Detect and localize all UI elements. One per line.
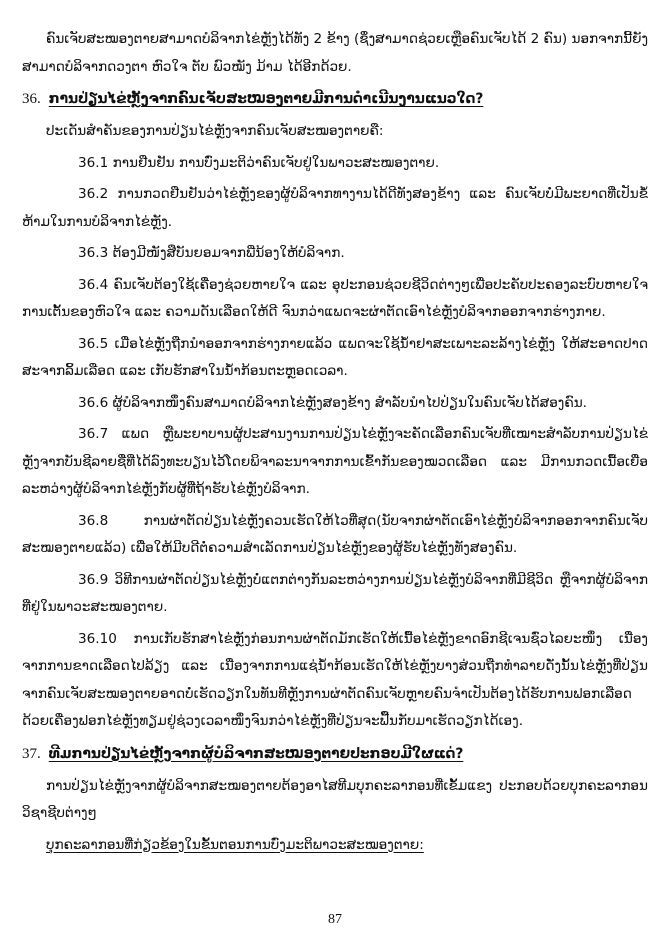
item-36-4: 36.4 ຄົນເຈັບຕ້ອງໃຊ້ເຄື່ອງຊ່ວຍຫາຍໃຈ ແລະ ອຸປະກອນຊ່ວຍຊີວິດຕ່າງໆເພື່ອປະຄັບປະຄອງລະບົບຫາຍໃຈການເຕັ້ນຂອງຫົວໃຈ ແລະ ຄວາມດັນເລືອດໃຫ້ດີ ຈົນກວ່າແພດຈະຜ່າຕັດເອົາໄຂ່ຫຼັງບໍລິຈາກອອກຈາກຮ່າງກາຍ. [22, 276, 648, 320]
intro-paragraph: ຄົນເຈັບສະໝອງຕາຍສາມາດບໍລິຈາກໄຂ່ຫຼັງໄດ້ທັງ 2 ຂ້າງ (ຊຶ່ງສາມາດຊ່ວຍເຫຼືອຄົນເຈັບໄດ້ 2 ຄົນ) ນອກຈາກນີ້ຍັງສາມາດບໍລິຈາກດວງຕາ ຫົວໃຈ ຕັບ ພົວໝັງ ມ້າມ ໄດ້ອີກດ້ວຍ. [22, 31, 648, 75]
page-number: 87 [328, 912, 342, 927]
section-37-lead: ການປ່ຽນໄຂ່ຫຼັງຈາກຜູ້ບໍລິຈາກສະໝອງຕາຍຕ້ອງອາໄສທີມບຸກຄະລາກອນທີ່ເຂັ້ມແຂງ ປະກອບດ້ວຍບຸກຄະລາກອນວິຊາຊີບຕ່າງໆ [22, 777, 648, 821]
item-36-6: 36.6 ຜູ້ບໍລິຈາກໜຶ່ງຄົນສາມາດບໍລິຈາກໄຂ່ຫຼັງສອງຂ້າງ ສໍາລັບນໍາໄປປ່ຽນໃນຄົນເຈັບໄດ້ສອງຄົນ. [78, 394, 587, 411]
section-37-number: 37. [22, 745, 41, 762]
section-36-lead: ປະເດັນສໍາຄັນຂອງການປ່ຽນໄຂ່ຫຼັງຈາກຄົນເຈັບສະໝອງຕາຍຄື: [46, 123, 384, 139]
item-36-9: 36.9 ວິທີການຜ່າຕັດປ່ຽນໄຂ່ຫຼັງບໍ່ແຕກຕ່າງກັນລະຫວ່າງການປ່ຽນໄຂ່ຫຼັງບໍລິຈາກທີ່ມີຊີວິດ ຫຼືຈາກຜູ້ບໍລິຈາກທີ່ຢູ່ໃນພາວະສະໝອງຕາຍ. [22, 571, 648, 615]
section-37-heading [22, 740, 648, 768]
item-36-2: 36.2 ການກວດຢືນຢັນວ່າໄຂ່ຫຼັງຂອງຜູ້ບໍລິຈາກທາງານໄດ້ດີທັງສອງຂ້າງ ແລະ ຄົນເຈັບບໍ່ມີພະຍາດທີ່ເປັນຂໍ້ຫ້າມໃນການບໍລິຈາກໄຂ່ຫຼັງ. [22, 186, 648, 230]
section-37-subheading-text: ບຸກຄະລາກອນທີ່ກ່ຽວຂ້ອງໃນຂັ້ນຕອນການບົ່ງມະຕິພາວະສະໝອງຕາຍ: [46, 836, 424, 853]
section-37-subheading [22, 832, 648, 860]
section-36-heading [22, 85, 648, 113]
item-36-3: 36.3 ຕ້ອງມີໜັງສືບັນຍອມຈາກພີ່ນ້ອງໃຫ້ບໍລິຈາກ. [78, 245, 345, 261]
item-36-5: 36.5 ເມື່ອໄຂ່ຫຼັງຖືກນໍາອອກຈາກຮ່າງກາຍແລ້ວ ແພດຈະໃຊ້ນ້ຳຢາສະເພາະລະລ້າງໄຂ່ຫຼັງ ໃຫ້ສະອາດປາດສະຈາກລິ້ມເລືອດ ແລະ ເກັບຮັກສາໃນນໍ້າກ້ອນຕະຫຼອດເວລາ. [22, 335, 648, 379]
item-36-1: 36.1 ການຢືນຢັນ ການບົ່ງມະຕິວ່າຄົນເຈັບຢູ່ໃນພາວະສະໝອງຕາຍ. [78, 154, 440, 171]
section-37-title: ທີມການປ່ຽນໄຂ່ຫຼັງຈາກຜູ້ບໍລິຈາກສະໝອງຕາຍປະກອບມີໃຜແດ່? [48, 745, 464, 762]
section-36-title: ການປ່ຽນໄຂ່ຫຼັງຈາກຄົນເຈັບສະໝອງຕາຍມີການດໍາເນີນງານແນວໃດ? [48, 91, 484, 107]
item-36-7: 36.7 ແພດ ຫຼືພະຍາບານຜູ້ປະສານງານການປ່ຽນໄຂ່ຫຼັງຈະຄັດເລືອກຄົນເຈັບທີ່ເໝາະສໍາລັບການປ່ຽນໄຂ່ຫຼັງຈາກບັນຊີລາຍຊື່ທີ່ໄດ້ລົງທະບຽນໄວ້ໂດຍພິຈາລະນາຈາກການເຂົ້າກັນຂອງໝວດເລືອດ ແລະ ມີການກວດເນື້ອເຍື່ອລະຫວ່າງຜູ້ບໍລິຈາກໄຂ່ຫຼັງກັບຜູ້ທີ່ຖ້າຮັບໄຂ່ຫຼັງບໍລິຈາກ. [22, 426, 648, 497]
item-36-10: 36.10 ການເກັບຮັກສາໄຂ່ຫຼັງກ່ອນການຜ່າຕັດມັກເຮັດໃຫ້ເນື້ອໄຂ່ຫຼັງຂາດອົກຊີເຈນຊົ່ວໄລຍະໜຶ່ງ ເນື່ອງຈາກການຂາດເລືອດໄປລ້ຽງ ແລະ ເນື່ອງຈາກການແຊ່ນໍ້າກ້ອນເຮັດໃຫ້ໄຂ່ຫຼັງບາງສ່ວນຖືກທໍາລາຍດັ່ງນັ້ນໄຂ່ຫຼັງທີ່ປ່ຽນຈາກຄົນເຈັບສະໝອງຕາຍອາດບໍ່ເຮັດວຽກໃນທັນທີຫຼັງການຜ່າຕັດຄົນເຈັບຫຼາຍຄົນຈໍາເປັນຕ້ອງໄດ້ຮັບການຟອກເລືອດດ້ວຍເຄື່ອງຟອກໄຂ່ຫຼັງທຽມຢູ່ຊ່ວງເວລາໜຶ່ງຈົນກວ່າໄຂ່ຫຼັງທີ່ປ່ຽນຈະຟື້ນກັບມາເຮັດວຽກໄດ້ເອງ. [22, 630, 648, 729]
section-36-number: 36. [22, 91, 41, 107]
item-36-8: 36.8 ການຜ່າຕັດປ່ຽນໄຂ່ຫຼັງຄວນເຮັດໃຫ້ໄວທີ່ສຸດ(ນັບຈາກຜ່າຕັດເອົາໄຂ່ຫຼັງບໍລິຈາກອອກຈາກຄົນເຈັບສະໝອງຕາຍແລ້ວ) ເພື່ອໃຫ້ມີບດີຕໍ່ຄວາມສໍາເລັດການປ່ຽນໄຂ່ຫຼັງຂອງຜູ້ຮັບໄຂ່ຫຼັງທັງສອງຄົນ. [22, 512, 648, 556]
